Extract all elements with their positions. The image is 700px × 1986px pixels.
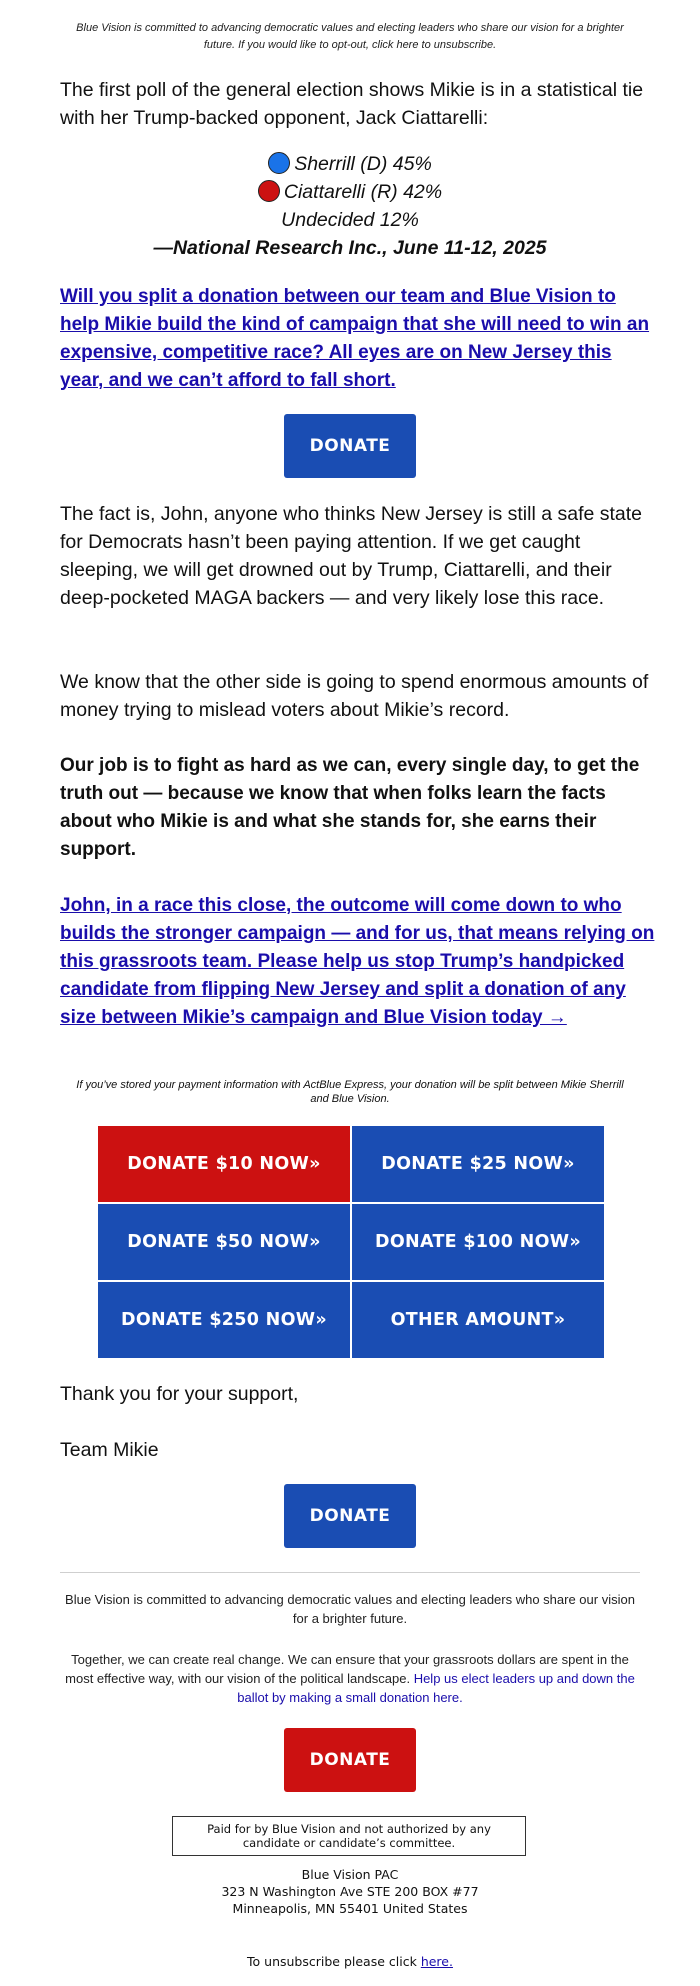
footer-donate-link[interactable]: Help us elect leaders up and down the ballot by making a small donation here. [237,1671,635,1705]
address-block [150,1866,550,1917]
donation-ask-link-2[interactable]: John, in a race this close, the outcome will come down to who builds the stronger campaign — and for us, that means relying on this grassroots team. Please help us stop Trump’s handpicked candidate from flipping New Jersey and split a donation of any size between Mikie’s campaign and Blue Vision today → [60,895,655,1028]
paragraph-safe-state: The fact is, John, anyone who thinks New Jersey is still a safe state for Democrats hasn’t been paying attention. If we get caught sleeping, we will get drowned out by Trump, Ciattarelli, and their deep-pocketed MAGA backers — and very likely lose this race. [60,503,643,609]
city-address: Minneapolis, MN 55401 United States [232,1901,468,1916]
unsubscribe-text: To unsubscribe please click [247,1954,417,1969]
donate-button[interactable]: DONATE [284,414,416,478]
paragraph-fight: Our job is to fight as hard as we can, every single day, to get the truth out — because we know that when folks learn the facts about who Mikie is and what she stands for, she earns their support. [60,755,640,860]
thanks-text: Thank you for your support, [60,1383,299,1405]
donation-ask-link[interactable]: Will you split a donation between our team and Blue Vision to help Mikie build the kind of campaign that she will need to win an expensive, competitive race? All eyes are on New Jersey this year, and we can’t afford to fall short. [60,286,650,391]
footer-together-text: Together, we can create real change. We can ensure that your grassroots dollars are spent in the most effective way, with our vision of the political landscape. [65,1652,629,1686]
donation-amount-grid [98,1126,604,1358]
signature: Team Mikie [60,1439,159,1461]
poll-dem-text: Sherrill (D) 45% [294,153,432,175]
donate-100-button[interactable]: DONATE $100 NOW» [352,1204,604,1280]
paragraph-mislead: We know that the other side is going to spend enormous amounts of money trying to mislead voters about Mikie’s record. [60,671,649,721]
paid-for-box [172,1816,526,1856]
poll-results [100,150,600,262]
donate-250-button[interactable]: DONATE $250 NOW» [98,1282,350,1358]
poll-rep-text: Ciattarelli (R) 42% [283,181,443,203]
intro-paragraph: The first poll of the general election shows Mikie is in a statistical tie with her Trump-backed opponent, Jack Ciattarelli: [60,79,644,129]
footer-together [60,1650,640,1707]
donate-50-button[interactable]: DONATE $50 NOW» [98,1204,350,1280]
donate-button-footer[interactable]: DONATE [284,1728,416,1792]
org-name: Blue Vision PAC [301,1867,399,1882]
paid-for-text: Paid for by Blue Vision and not authorized by any candidate or candidate’s committee. [207,1822,491,1850]
poll-line-rep [100,178,600,206]
divider [60,1572,640,1573]
other-amount-button[interactable]: OTHER AMOUNT» [352,1282,604,1358]
red-circle-icon [258,180,280,202]
actblue-note: If you’ve stored your payment information with ActBlue Express, your donation will be split between Mikie Sherrill and Blue Vision. [76,1079,624,1105]
footer-mission: Blue Vision is committed to advancing democratic values and electing leaders who share our vision for a brighter future. [65,1592,635,1626]
blue-circle-icon [268,152,290,174]
donate-button-2[interactable]: DONATE [284,1484,416,1548]
donate-10-button[interactable]: DONATE $10 NOW» [98,1126,350,1202]
street-address: 323 N Washington Ave STE 200 BOX #77 [221,1884,479,1899]
donate-25-button[interactable]: DONATE $25 NOW» [352,1126,604,1202]
top-disclaimer[interactable]: Blue Vision is committed to advancing democratic values and electing leaders who share our vision for a brighter future. If you would like to opt-out, click here to unsubscribe. [76,22,624,51]
poll-line-undecided: Undecided 12% [281,209,419,231]
poll-source: —National Research Inc., June 11-12, 2025 [153,237,547,259]
unsubscribe-link[interactable]: here. [420,1954,453,1969]
unsubscribe-line [150,1954,550,1969]
poll-line-dem [100,150,600,178]
